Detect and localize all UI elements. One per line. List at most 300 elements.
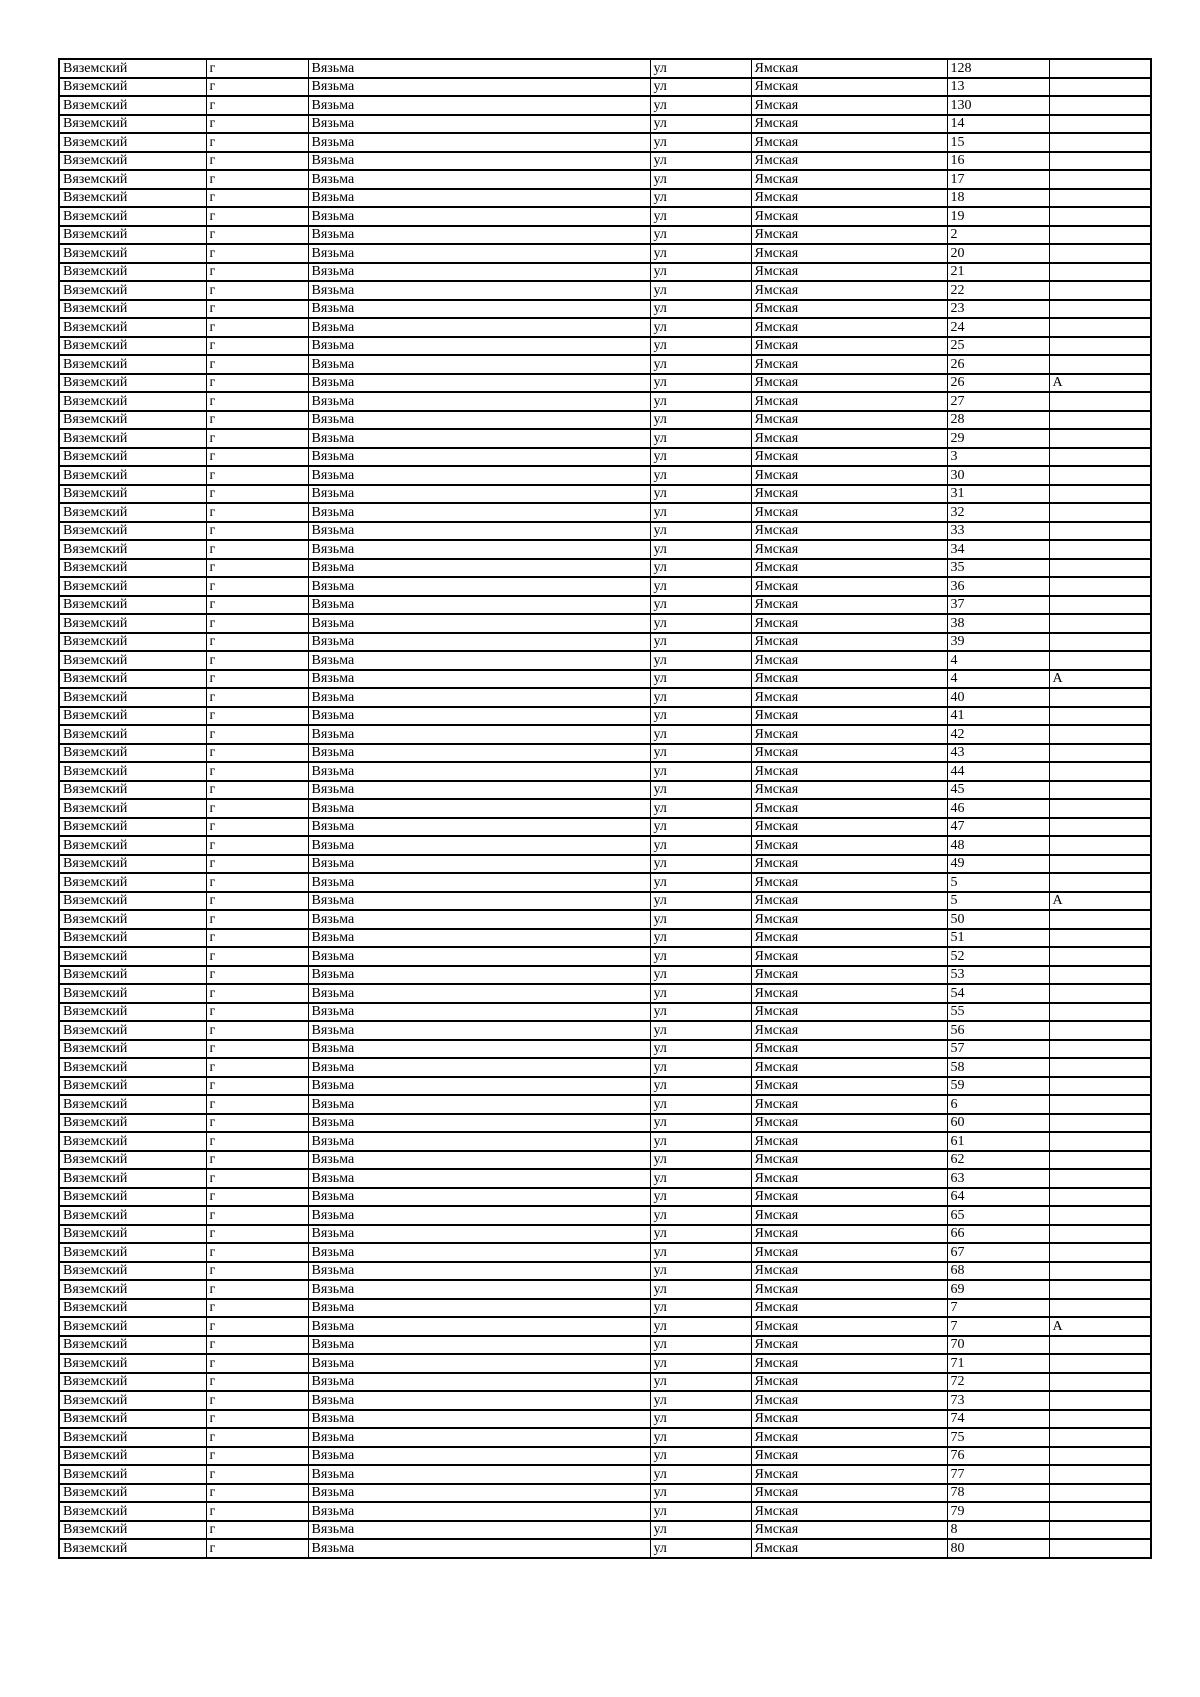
cell-street-type: ул [650, 78, 751, 97]
cell-district: Вяземский [59, 1262, 206, 1281]
cell-district: Вяземский [59, 818, 206, 837]
table-row [59, 1521, 1151, 1540]
cell-settlement-type: г [206, 559, 308, 578]
cell-house: 60 [947, 1114, 1049, 1133]
cell-street: Ямская [751, 263, 947, 282]
cell-house: 2 [947, 226, 1049, 245]
cell-house: 48 [947, 836, 1049, 855]
cell-settlement: Вязьма [308, 1336, 650, 1355]
cell-district: Вяземский [59, 1058, 206, 1077]
cell-settlement: Вязьма [308, 725, 650, 744]
cell-letter [1049, 873, 1151, 892]
table-row [59, 1095, 1151, 1114]
cell-house: 66 [947, 1225, 1049, 1244]
cell-settlement: Вязьма [308, 1225, 650, 1244]
cell-settlement-type: г [206, 1243, 308, 1262]
cell-letter [1049, 1521, 1151, 1540]
cell-settlement: Вязьма [308, 799, 650, 818]
cell-house: 7 [947, 1317, 1049, 1336]
cell-settlement-type: г [206, 873, 308, 892]
cell-street: Ямская [751, 1077, 947, 1096]
cell-street-type: ул [650, 910, 751, 929]
cell-house: 20 [947, 244, 1049, 263]
cell-street: Ямская [751, 577, 947, 596]
cell-street: Ямская [751, 836, 947, 855]
cell-house: 3 [947, 448, 1049, 467]
cell-street-type: ул [650, 503, 751, 522]
table-row [59, 596, 1151, 615]
cell-settlement: Вязьма [308, 855, 650, 874]
cell-street: Ямская [751, 59, 947, 78]
cell-settlement-type: г [206, 707, 308, 726]
cell-letter [1049, 651, 1151, 670]
cell-settlement: Вязьма [308, 1188, 650, 1207]
cell-street-type: ул [650, 1428, 751, 1447]
table-row [59, 1188, 1151, 1207]
cell-house: 64 [947, 1188, 1049, 1207]
cell-street: Ямская [751, 596, 947, 615]
cell-house: 74 [947, 1410, 1049, 1429]
cell-district: Вяземский [59, 466, 206, 485]
cell-settlement: Вязьма [308, 910, 650, 929]
cell-house: 59 [947, 1077, 1049, 1096]
table-row [59, 1410, 1151, 1429]
cell-street-type: ул [650, 1021, 751, 1040]
cell-district: Вяземский [59, 355, 206, 374]
table-row [59, 707, 1151, 726]
table-row [59, 688, 1151, 707]
cell-settlement: Вязьма [308, 1095, 650, 1114]
cell-settlement: Вязьма [308, 226, 650, 245]
table-row [59, 577, 1151, 596]
cell-letter [1049, 836, 1151, 855]
cell-house: 80 [947, 1539, 1049, 1558]
cell-street: Ямская [751, 1502, 947, 1521]
cell-street: Ямская [751, 892, 947, 911]
cell-settlement: Вязьма [308, 651, 650, 670]
cell-settlement-type: г [206, 78, 308, 97]
cell-street: Ямская [751, 244, 947, 263]
cell-district: Вяземский [59, 1095, 206, 1114]
table-row [59, 300, 1151, 319]
cell-settlement-type: г [206, 651, 308, 670]
table-row [59, 355, 1151, 374]
cell-settlement-type: г [206, 1040, 308, 1059]
cell-street: Ямская [751, 281, 947, 300]
cell-house: 40 [947, 688, 1049, 707]
cell-settlement-type: г [206, 1095, 308, 1114]
cell-street-type: ул [650, 318, 751, 337]
cell-settlement-type: г [206, 318, 308, 337]
cell-district: Вяземский [59, 485, 206, 504]
cell-district: Вяземский [59, 744, 206, 763]
table-row [59, 466, 1151, 485]
cell-settlement-type: г [206, 1336, 308, 1355]
table-row [59, 1225, 1151, 1244]
cell-street-type: ул [650, 429, 751, 448]
cell-district: Вяземский [59, 799, 206, 818]
cell-letter [1049, 559, 1151, 578]
cell-street: Ямская [751, 1539, 947, 1558]
cell-letter [1049, 984, 1151, 1003]
table-row [59, 1040, 1151, 1059]
cell-letter [1049, 910, 1151, 929]
cell-letter [1049, 318, 1151, 337]
cell-district: Вяземский [59, 392, 206, 411]
cell-settlement: Вязьма [308, 1354, 650, 1373]
cell-house: 5 [947, 892, 1049, 911]
cell-district: Вяземский [59, 96, 206, 115]
cell-house: 5 [947, 873, 1049, 892]
cell-district: Вяземский [59, 1410, 206, 1429]
cell-letter [1049, 799, 1151, 818]
cell-street: Ямская [751, 818, 947, 837]
cell-settlement: Вязьма [308, 670, 650, 689]
cell-district: Вяземский [59, 873, 206, 892]
cell-letter [1049, 1502, 1151, 1521]
cell-settlement: Вязьма [308, 1391, 650, 1410]
cell-district: Вяземский [59, 633, 206, 652]
cell-house: 22 [947, 281, 1049, 300]
cell-district: Вяземский [59, 244, 206, 263]
cell-letter [1049, 1058, 1151, 1077]
cell-street: Ямская [751, 115, 947, 134]
cell-letter [1049, 152, 1151, 171]
cell-street: Ямская [751, 78, 947, 97]
cell-street-type: ул [650, 281, 751, 300]
cell-house: 58 [947, 1058, 1049, 1077]
cell-settlement: Вязьма [308, 1003, 650, 1022]
cell-street-type: ул [650, 818, 751, 837]
cell-house: 37 [947, 596, 1049, 615]
cell-letter [1049, 1428, 1151, 1447]
cell-letter [1049, 59, 1151, 78]
cell-street-type: ул [650, 1040, 751, 1059]
cell-street-type: ул [650, 1336, 751, 1355]
cell-street: Ямская [751, 1021, 947, 1040]
cell-house: 70 [947, 1336, 1049, 1355]
table-row [59, 263, 1151, 282]
cell-settlement-type: г [206, 910, 308, 929]
cell-street-type: ул [650, 744, 751, 763]
cell-letter [1049, 1169, 1151, 1188]
cell-house: 16 [947, 152, 1049, 171]
cell-street-type: ул [650, 1299, 751, 1318]
cell-street: Ямская [751, 1114, 947, 1133]
cell-street: Ямская [751, 1373, 947, 1392]
cell-district: Вяземский [59, 133, 206, 152]
cell-district: Вяземский [59, 1465, 206, 1484]
cell-letter: А [1049, 374, 1151, 393]
table-row [59, 337, 1151, 356]
cell-letter [1049, 1262, 1151, 1281]
cell-house: 43 [947, 744, 1049, 763]
cell-house: 13 [947, 78, 1049, 97]
cell-settlement: Вязьма [308, 1077, 650, 1096]
table-row [59, 744, 1151, 763]
cell-street-type: ул [650, 300, 751, 319]
cell-letter [1049, 133, 1151, 152]
cell-street: Ямская [751, 1447, 947, 1466]
cell-letter [1049, 1225, 1151, 1244]
cell-district: Вяземский [59, 1428, 206, 1447]
cell-street: Ямская [751, 1521, 947, 1540]
cell-letter [1049, 226, 1151, 245]
cell-letter [1049, 1243, 1151, 1262]
cell-letter [1049, 1354, 1151, 1373]
cell-settlement: Вязьма [308, 1373, 650, 1392]
cell-street-type: ул [650, 1206, 751, 1225]
cell-district: Вяземский [59, 1188, 206, 1207]
cell-settlement-type: г [206, 96, 308, 115]
cell-letter [1049, 189, 1151, 208]
cell-letter [1049, 966, 1151, 985]
cell-street: Ямская [751, 910, 947, 929]
cell-street-type: ул [650, 688, 751, 707]
cell-house: 47 [947, 818, 1049, 837]
cell-settlement: Вязьма [308, 281, 650, 300]
cell-street-type: ул [650, 1539, 751, 1558]
cell-district: Вяземский [59, 263, 206, 282]
cell-street-type: ул [650, 1410, 751, 1429]
table-row [59, 540, 1151, 559]
cell-house: 63 [947, 1169, 1049, 1188]
cell-house: 46 [947, 799, 1049, 818]
cell-settlement-type: г [206, 1502, 308, 1521]
cell-district: Вяземский [59, 966, 206, 985]
cell-district: Вяземский [59, 910, 206, 929]
cell-street-type: ул [650, 1151, 751, 1170]
cell-house: 79 [947, 1502, 1049, 1521]
cell-district: Вяземский [59, 540, 206, 559]
cell-street: Ямская [751, 559, 947, 578]
cell-settlement-type: г [206, 892, 308, 911]
address-table [58, 58, 1152, 1559]
cell-settlement-type: г [206, 1188, 308, 1207]
cell-settlement: Вязьма [308, 115, 650, 134]
table-row [59, 1447, 1151, 1466]
cell-street-type: ул [650, 170, 751, 189]
cell-settlement: Вязьма [308, 78, 650, 97]
cell-district: Вяземский [59, 1521, 206, 1540]
cell-street-type: ул [650, 374, 751, 393]
table-row [59, 1003, 1151, 1022]
cell-letter [1049, 1465, 1151, 1484]
table-row [59, 503, 1151, 522]
cell-street: Ямская [751, 1484, 947, 1503]
cell-district: Вяземский [59, 1299, 206, 1318]
cell-settlement-type: г [206, 1373, 308, 1392]
cell-house: 71 [947, 1354, 1049, 1373]
cell-settlement-type: г [206, 688, 308, 707]
cell-settlement: Вязьма [308, 337, 650, 356]
cell-settlement-type: г [206, 1132, 308, 1151]
table-row [59, 1262, 1151, 1281]
cell-street-type: ул [650, 873, 751, 892]
table-row [59, 1336, 1151, 1355]
cell-street-type: ул [650, 559, 751, 578]
cell-street-type: ул [650, 614, 751, 633]
cell-street: Ямская [751, 873, 947, 892]
cell-house: 8 [947, 1521, 1049, 1540]
cell-street: Ямская [751, 984, 947, 1003]
table-row [59, 1354, 1151, 1373]
cell-settlement: Вязьма [308, 59, 650, 78]
cell-house: 67 [947, 1243, 1049, 1262]
cell-settlement: Вязьма [308, 762, 650, 781]
cell-house: 21 [947, 263, 1049, 282]
cell-house: 78 [947, 1484, 1049, 1503]
table-row [59, 1243, 1151, 1262]
table-row [59, 226, 1151, 245]
cell-letter [1049, 688, 1151, 707]
cell-settlement-type: г [206, 1521, 308, 1540]
cell-street-type: ул [650, 1132, 751, 1151]
cell-street-type: ул [650, 1354, 751, 1373]
cell-street: Ямская [751, 337, 947, 356]
cell-settlement: Вязьма [308, 1151, 650, 1170]
cell-district: Вяземский [59, 947, 206, 966]
cell-settlement-type: г [206, 392, 308, 411]
cell-street-type: ул [650, 596, 751, 615]
cell-settlement-type: г [206, 1262, 308, 1281]
cell-settlement: Вязьма [308, 1447, 650, 1466]
cell-street: Ямская [751, 1169, 947, 1188]
cell-street: Ямская [751, 781, 947, 800]
cell-street-type: ул [650, 836, 751, 855]
table-row [59, 244, 1151, 263]
cell-letter [1049, 392, 1151, 411]
cell-district: Вяземский [59, 1336, 206, 1355]
table-row [59, 892, 1151, 911]
cell-letter: А [1049, 670, 1151, 689]
cell-street: Ямская [751, 966, 947, 985]
cell-district: Вяземский [59, 781, 206, 800]
cell-district: Вяземский [59, 929, 206, 948]
cell-house: 45 [947, 781, 1049, 800]
table-row [59, 1317, 1151, 1336]
cell-house: 38 [947, 614, 1049, 633]
cell-house: 19 [947, 207, 1049, 226]
cell-street: Ямская [751, 540, 947, 559]
cell-settlement-type: г [206, 1058, 308, 1077]
cell-house: 77 [947, 1465, 1049, 1484]
cell-settlement: Вязьма [308, 707, 650, 726]
cell-settlement: Вязьма [308, 1021, 650, 1040]
cell-street-type: ул [650, 540, 751, 559]
cell-street-type: ул [650, 947, 751, 966]
cell-letter [1049, 929, 1151, 948]
cell-district: Вяземский [59, 1206, 206, 1225]
cell-letter [1049, 818, 1151, 837]
cell-settlement-type: г [206, 614, 308, 633]
cell-letter [1049, 96, 1151, 115]
cell-settlement-type: г [206, 189, 308, 208]
table-row [59, 1206, 1151, 1225]
cell-street-type: ул [650, 337, 751, 356]
table-row [59, 78, 1151, 97]
cell-district: Вяземский [59, 707, 206, 726]
cell-street-type: ул [650, 152, 751, 171]
cell-settlement: Вязьма [308, 263, 650, 282]
cell-letter [1049, 1114, 1151, 1133]
cell-district: Вяземский [59, 577, 206, 596]
cell-settlement-type: г [206, 115, 308, 134]
cell-street: Ямская [751, 1132, 947, 1151]
cell-settlement-type: г [206, 947, 308, 966]
cell-house: 52 [947, 947, 1049, 966]
cell-street-type: ул [650, 781, 751, 800]
cell-street-type: ул [650, 707, 751, 726]
cell-street: Ямская [751, 1188, 947, 1207]
cell-letter [1049, 707, 1151, 726]
cell-letter [1049, 725, 1151, 744]
cell-settlement-type: г [206, 244, 308, 263]
cell-district: Вяземский [59, 115, 206, 134]
cell-settlement-type: г [206, 799, 308, 818]
cell-district: Вяземский [59, 78, 206, 97]
table-row [59, 1021, 1151, 1040]
cell-settlement-type: г [206, 263, 308, 282]
cell-settlement: Вязьма [308, 411, 650, 430]
cell-settlement: Вязьма [308, 1262, 650, 1281]
cell-street-type: ул [650, 448, 751, 467]
cell-district: Вяземский [59, 300, 206, 319]
cell-letter [1049, 411, 1151, 430]
cell-settlement-type: г [206, 984, 308, 1003]
cell-letter [1049, 78, 1151, 97]
cell-settlement-type: г [206, 744, 308, 763]
cell-settlement: Вязьма [308, 1169, 650, 1188]
cell-house: 72 [947, 1373, 1049, 1392]
cell-street: Ямская [751, 226, 947, 245]
cell-street: Ямская [751, 411, 947, 430]
cell-street: Ямская [751, 762, 947, 781]
cell-street-type: ул [650, 522, 751, 541]
cell-letter [1049, 170, 1151, 189]
cell-settlement: Вязьма [308, 1058, 650, 1077]
table-row [59, 1502, 1151, 1521]
cell-settlement-type: г [206, 540, 308, 559]
cell-letter [1049, 466, 1151, 485]
table-row [59, 855, 1151, 874]
table-row [59, 633, 1151, 652]
cell-letter [1049, 540, 1151, 559]
cell-street-type: ул [650, 96, 751, 115]
cell-letter [1049, 1336, 1151, 1355]
table-row [59, 485, 1151, 504]
cell-settlement: Вязьма [308, 947, 650, 966]
cell-street-type: ул [650, 651, 751, 670]
table-row [59, 762, 1151, 781]
cell-house: 56 [947, 1021, 1049, 1040]
cell-house: 69 [947, 1280, 1049, 1299]
table-row [59, 115, 1151, 134]
cell-district: Вяземский [59, 1225, 206, 1244]
cell-street: Ямская [751, 1299, 947, 1318]
cell-street-type: ул [650, 207, 751, 226]
cell-letter [1049, 1391, 1151, 1410]
table-row [59, 559, 1151, 578]
cell-street: Ямская [751, 1465, 947, 1484]
cell-district: Вяземский [59, 614, 206, 633]
cell-district: Вяземский [59, 1169, 206, 1188]
cell-letter [1049, 633, 1151, 652]
cell-street: Ямская [751, 1206, 947, 1225]
cell-house: 17 [947, 170, 1049, 189]
cell-letter [1049, 337, 1151, 356]
cell-district: Вяземский [59, 855, 206, 874]
